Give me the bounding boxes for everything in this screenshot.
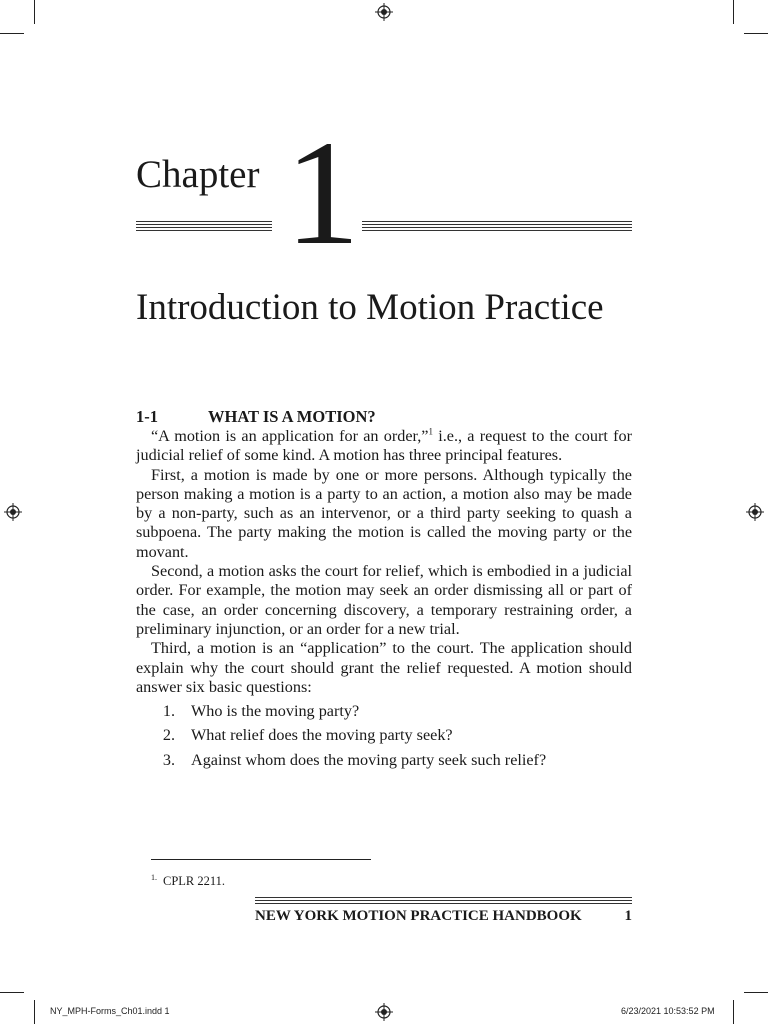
- crop-mark: [34, 0, 35, 24]
- slug-timestamp: 6/23/2021 10:53:52 PM: [621, 1006, 715, 1016]
- crop-mark: [733, 0, 734, 24]
- footnote-rule: [151, 859, 371, 860]
- slug-filename: NY_MPH-Forms_Ch01.indd 1: [50, 1006, 170, 1016]
- paragraph: Second, a motion asks the court for relief, which is embodied in a judicial order. For example, the motion may seek an order dismissing all or part of the case, an order concerning discovery, a temporary restraining order, a preliminary injunction, or an order for a new trial.: [136, 562, 632, 638]
- footer-rule: [255, 897, 632, 905]
- registration-mark-icon: [375, 1003, 393, 1021]
- chapter-number: 1: [285, 110, 360, 276]
- footnote-mark: 1.: [151, 873, 157, 882]
- list-text: Who is the moving party?: [191, 702, 360, 721]
- crop-mark: [733, 1000, 734, 1024]
- crop-mark: [744, 33, 768, 34]
- footnote-text: CPLR 2211.: [163, 874, 226, 889]
- crop-mark: [744, 992, 768, 993]
- crop-mark: [0, 33, 24, 34]
- registration-mark-icon: [4, 503, 22, 521]
- list-text: What relief does the moving party seek?: [191, 726, 453, 745]
- registration-mark-icon: [375, 3, 393, 21]
- list-number: 2.: [162, 726, 175, 745]
- question-list: [136, 702, 632, 770]
- paragraph: First, a motion is made by one or more persons. Although typically the person making a motion is a party to an action, a motion also may be made by a non-party, such as an intervenor, or a third party seeking to quash a subpoena. The party making the motion is called the moving party or the movant.: [136, 465, 632, 561]
- list-text: Against whom does the moving party seek such relief?: [191, 750, 547, 769]
- section-number: 1-1: [136, 407, 158, 426]
- section-title: WHAT IS A MOTION?: [208, 407, 376, 426]
- page-number: 1: [624, 908, 632, 924]
- book-title: NEW YORK MOTION PRACTICE HANDBOOK: [255, 908, 582, 924]
- crop-mark: [34, 1000, 35, 1024]
- list-item: [136, 702, 632, 721]
- paragraph-text: “A motion is an application for an order,”: [151, 427, 429, 445]
- chapter-rule-right: [362, 221, 632, 233]
- list-number: 3.: [162, 750, 175, 769]
- registration-mark-icon: [746, 503, 764, 521]
- chapter-title: Introduction to Motion Practice: [136, 287, 604, 328]
- chapter-label: Chapter: [136, 153, 260, 196]
- list-item: [136, 726, 632, 745]
- crop-mark: [0, 992, 24, 993]
- footnote-reference: 1: [428, 426, 433, 437]
- section-body: [136, 406, 632, 770]
- list-item: [136, 751, 632, 770]
- section-heading: [136, 406, 632, 427]
- chapter-rule-left: [136, 221, 272, 233]
- list-number: 1.: [162, 702, 175, 721]
- paragraph: [136, 427, 632, 466]
- paragraph-text: i.e., a request to the court for judicial relief of some kind. A motion has three principal features.: [136, 427, 632, 465]
- paragraph: Third, a motion is an “application” to the court. The application should explain why the court should grant the relief requested. A motion should answer six basic questions:: [136, 639, 632, 696]
- footnote: [151, 873, 225, 889]
- running-footer: [255, 908, 632, 925]
